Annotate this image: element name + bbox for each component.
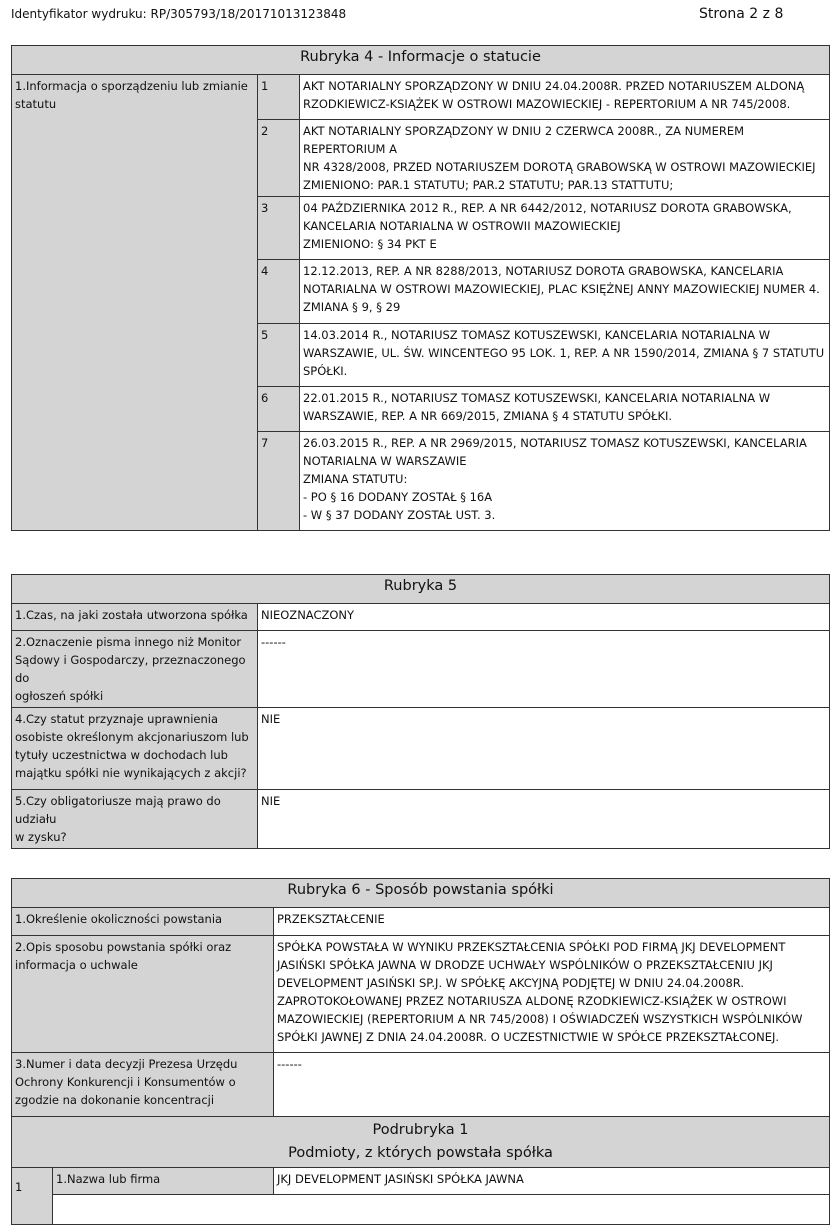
entry-number: 1	[258, 75, 300, 120]
section-rubryka-6	[11, 878, 830, 1225]
field-value: ------	[274, 1053, 830, 1117]
section-title: Rubryka 6 - Sposób powstania spółki	[12, 879, 830, 908]
field-label: 3.Numer i data decyzji Prezesa Urzędu Ochrony Konkurencji i Konsumentów o zgodzie na dokonanie koncentracji	[12, 1053, 274, 1117]
field-label: 1.Informacja o sporządzeniu lub zmianie statutu	[12, 75, 258, 531]
field-label: 1.Określenie okoliczności powstania	[12, 908, 274, 936]
entry-number: 3	[258, 197, 300, 260]
field-label: 2.Opis sposobu powstania spółki oraz informacja o uchwale	[12, 936, 274, 1053]
field-label: 1.Nazwa lub firma	[53, 1168, 274, 1195]
field-value: JKJ DEVELOPMENT JASIŃSKI SPÓŁKA JAWNA	[274, 1168, 830, 1195]
entry-number: 4	[258, 260, 300, 324]
entry-value: 14.03.2014 R., NOTARIUSZ TOMASZ KOTUSZEWSKI, KANCELARIA NOTARIALNA W WARSZAWIE, UL. ŚW. WINCENTEGO 95 LOK. 1, REP. A NR 1590/2014, ZMIANA § 7 STATUTU SPÓŁKI.	[300, 324, 830, 387]
print-identifier: Identyfikator wydruku: RP/305793/18/20171013123848	[11, 7, 347, 21]
field-label: 5.Czy obligatoriusze mają prawo do udziału w zysku?	[12, 790, 258, 849]
entry-value: 22.01.2015 R., NOTARIUSZ TOMASZ KOTUSZEWSKI, KANCELARIA NOTARIALNA W WARSZAWIE, REP. A NR 669/2015, ZMIANA § 4 STATUTU SPÓŁKI.	[300, 387, 830, 432]
field-value: SPÓŁKA POWSTAŁA W WYNIKU PRZEKSZTAŁCENIA SPÓŁKI POD FIRMĄ JKJ DEVELOPMENT JASIŃSKI SPÓŁKA JAWNA W DRODZE UCHWAŁY WSPÓLNIKÓW O PRZEKSZTAŁCENIU JKJ DEVELOPMENT JASIŃSKI SP.J. W SPÓŁKĘ AKCYJNĄ PODJĘTEJ W DNIU 24.04.2008R. ZAPROTOKOŁOWANEJ PRZEZ NOTARIUSZA ALDONĘ RZODKIEWICZ-KSIĄŻEK W OSTROWI MAZOWIECKIEJ (REPERTORIUM A NR 745/2008) I OŚWIADCZEŃ WSZYSTKICH WSPÓLNIKÓW SPÓŁKI JAWNEJ Z DNIA 24.04.2008R. O UCZESTNICTWIE W SPÓŁCE PRZEKSZTAŁCONEJ.	[274, 936, 830, 1053]
entry-number: 7	[258, 432, 300, 531]
field-value: NIE	[258, 790, 830, 849]
entry-value: AKT NOTARIALNY SPORZĄDZONY W DNIU 24.04.2008R. PRZED NOTARIUSZEM ALDONĄ RZODKIEWICZ-KSIĄŻEK W OSTROWI MAZOWIECKIEJ - REPERTORIUM A NR 745/2008.	[300, 75, 830, 120]
field-label: 2.Oznaczenie pisma innego niż Monitor Sądowy i Gospodarczy, przeznaczonego do ogłoszeń spółki	[12, 631, 258, 708]
section-rubryka-5	[11, 574, 830, 849]
field-value: NIEOZNACZONY	[258, 604, 830, 631]
field-value: NIE	[258, 708, 830, 790]
subsection-title	[12, 1117, 830, 1168]
field-label: 1.Czas, na jaki została utworzona spółka	[12, 604, 258, 631]
entry-value: 04 PAŹDZIERNIKA 2012 R., REP. A NR 6442/2012, NOTARIUSZ DOROTA GRABOWSKA, KANCELARIA NOTARIALNA W OSTROWII MAZOWIECKIEJ ZMIENIONO: § 34 PKT E	[300, 197, 830, 260]
entry-value: 26.03.2015 R., REP. A NR 2969/2015, NOTARIUSZ TOMASZ KOTUSZEWSKI, KANCELARIA NOTARIALNA W WARSZAWIE ZMIANA STATUTU: - PO § 16 DODANY ZOSTAŁ § 16A - W § 37 DODANY ZOSTAŁ UST. 3.	[300, 432, 830, 531]
entry-number: 2	[258, 120, 300, 197]
section-title: Rubryka 4 - Informacje o statucie	[12, 46, 830, 75]
entry-number: 5	[258, 324, 300, 387]
entry-number: 1	[12, 1168, 53, 1225]
section-title: Rubryka 5	[12, 575, 830, 604]
field-label: 4.Czy statut przyznaje uprawnienia osobiste określonym akcjonariuszom lub tytuły uczestnictwa w dochodach lub majątku spółki nie wynikających z akcji?	[12, 708, 258, 790]
entry-number: 6	[258, 387, 300, 432]
empty-cell	[53, 1195, 830, 1225]
field-value: ------	[258, 631, 830, 708]
entry-value: 12.12.2013, REP. A NR 8288/2013, NOTARIUSZ DOROTA GRABOWSKA, KANCELARIA NOTARIALNA W OSTROWI MAZOWIECKIEJ, PLAC KSIĘŻNEJ ANNY MAZOWIECKIEJ NUMER 4. ZMIANA § 9, § 29	[300, 260, 830, 324]
field-value: PRZEKSZTAŁCENIE	[274, 908, 830, 936]
page-number: Strona 2 z 8	[699, 6, 784, 22]
subsection-name: Podmioty, z których powstała spółka	[288, 1145, 553, 1161]
entry-value: AKT NOTARIALNY SPORZĄDZONY W DNIU 2 CZERWCA 2008R., ZA NUMEREM REPERTORIUM A NR 4328/2008, PRZED NOTARIUSZEM DOROTĄ GRABOWSKĄ W OSTROWI MAZOWIECKIEJ ZMIENIONO: PAR.1 STATUTU; PAR.2 STATUTU; PAR.13 STATTUTU;	[300, 120, 830, 197]
section-rubryka-4	[11, 45, 830, 531]
subsection-number: Podrubryka 1	[372, 1122, 469, 1138]
